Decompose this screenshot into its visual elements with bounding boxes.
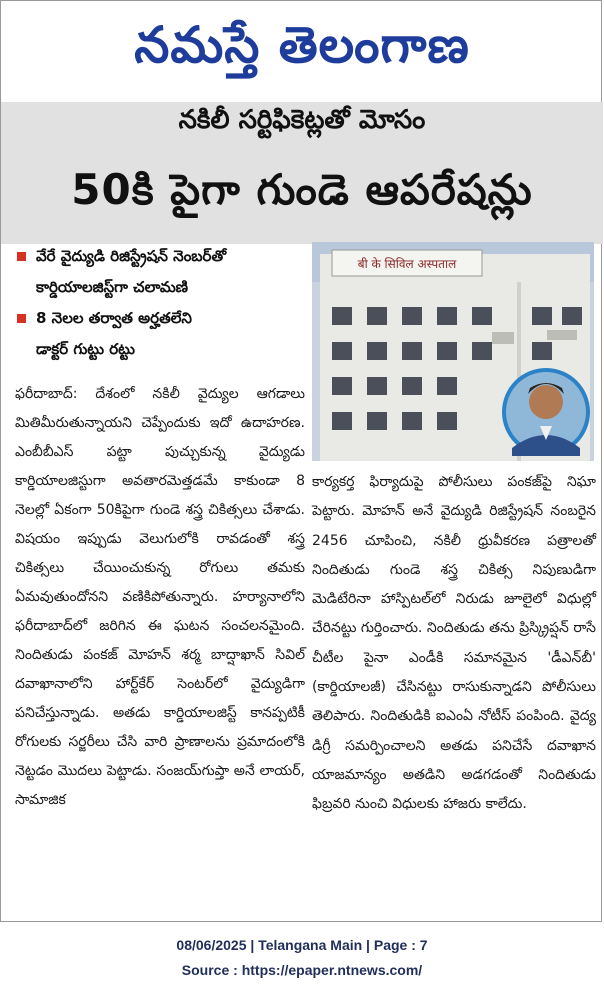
article-column-right: కార్యకర్త ఫిర్యాదుపై పోలీసులు పంకజ్‌పై నిఘా పెట్టారు. మోహన్ అనే వైద్యుడి రిజిస్ట్రేషన్ నంబరైన 2456 చూపించి, నకిలీ ధ్రువీకరణ పత్రాలతో నిందితుడు గుండె శస్త్ర చికిత్స నిపుణుడిగా మెడిటేరినా హాస్పిటల్‌లో నిరుడు జూలైలో విధుల్లో చేరినట్టు గుర్తించారు. నిందితుడు తను ప్రిస్క్రిప్షన్ రాసే చీటీల పైనా ఎండీకి సమానమైన 'డీఎన్‌బీ' (కార్డియాలజీ) చేసినట్టు రాసుకున్నాడని పోలీసులు తెలిపారు. నిందితుడికి ఐఎంఏ నోటీస్ పంపింది. వైద్య డిగ్రీ సమర్పించాలని అతడు పనిచేసే దవాఖాన యాజమాన్యం అతడిని అడగడంతో నిందితుడు ఫిబ్రవరి నుంచి విధులకు హాజరు కాలేదు. bbox=[312, 474, 596, 813]
headline-main: 50కి పైగా గుండె ఆపరేషన్లు bbox=[71, 165, 533, 214]
bullet-item bbox=[17, 272, 307, 303]
bullet-square-icon bbox=[17, 314, 26, 323]
bullet-item bbox=[17, 241, 307, 272]
hospital-sign-text: बी के सिविल अस्पताल bbox=[357, 257, 457, 271]
masthead-title: నమస్తే తెలంగాణ bbox=[134, 15, 470, 74]
publication-info: 08/06/2025 | Telangana Main | Page : 7 bbox=[176, 937, 428, 953]
bullet-text: 8 నెలల తర్వాత అర్హతలేని bbox=[36, 309, 192, 327]
hospital-building-image bbox=[312, 242, 594, 461]
highlight-bullets bbox=[17, 241, 307, 365]
headline-kicker: నకిలీ సర్టిఫికెట్లతో మోసం bbox=[178, 105, 426, 135]
bullet-item bbox=[17, 334, 307, 365]
bullet-text: వేరే వైద్యుడి రిజిస్ట్రేషన్ నెంబర్‌తో bbox=[36, 247, 227, 265]
article-column-left: ఫరీదాబాద్: దేశంలో నకిలీ వైద్యుల ఆగడాలు మితిమీరుతున్నాయని చెప్పేందుకు ఇదో ఉదాహరణ. ఎంబీబీఎస్ పట్టా పుచ్చుకున్న వైద్యుడు కార్డియాలజిస్టుగా అవతారమెత్తడమే కాకుండా 8 నెలల్లో ఏకంగా 50కిపైగా గుండె శస్త్ర చికిత్సలు చేశాడు. విషయం ఇప్పుడు వెలుగులోకి రావడంతో శస్త్ర చికిత్సలు చేయించుకున్న రోగులు తమకు ఏమవుతుందోనని వణికిపోతున్నారు. హర్యానాలోని ఫరీదాబాద్‌లో జరిగిన ఈ ఘటన సంచలనమైంది. నిందితుడు పంకజ్ మోహన్ శర్మ బాద్షాఖాన్ సివిల్ దవాఖానాలోని హార్ట్‌కేర్ సెంటర్‌లో వైద్యుడిగా పనిచేస్తున్నాడు. అతడు కార్డియాలజిస్ట్ కానప్పటికీ రోగులకు సర్జరీలు చేసి వారి ప్రాణాలను ప్రమాదంలోకి నెట్టడం మొదలు పెట్టాడు. సంజయ్‌గుప్తా అనే లాయర్, సామాజిక bbox=[15, 386, 305, 808]
source-link[interactable]: Source : https://epaper.ntnews.com/ bbox=[181, 962, 423, 978]
bullet-item bbox=[17, 303, 307, 334]
bullet-text: డాక్టర్ గుట్టు రట్టు bbox=[36, 340, 135, 358]
bullet-square-icon bbox=[17, 252, 26, 261]
hospital-photo bbox=[312, 242, 594, 461]
bullet-text: కార్డియాలజిస్ట్‌గా చలామణి bbox=[36, 278, 189, 296]
